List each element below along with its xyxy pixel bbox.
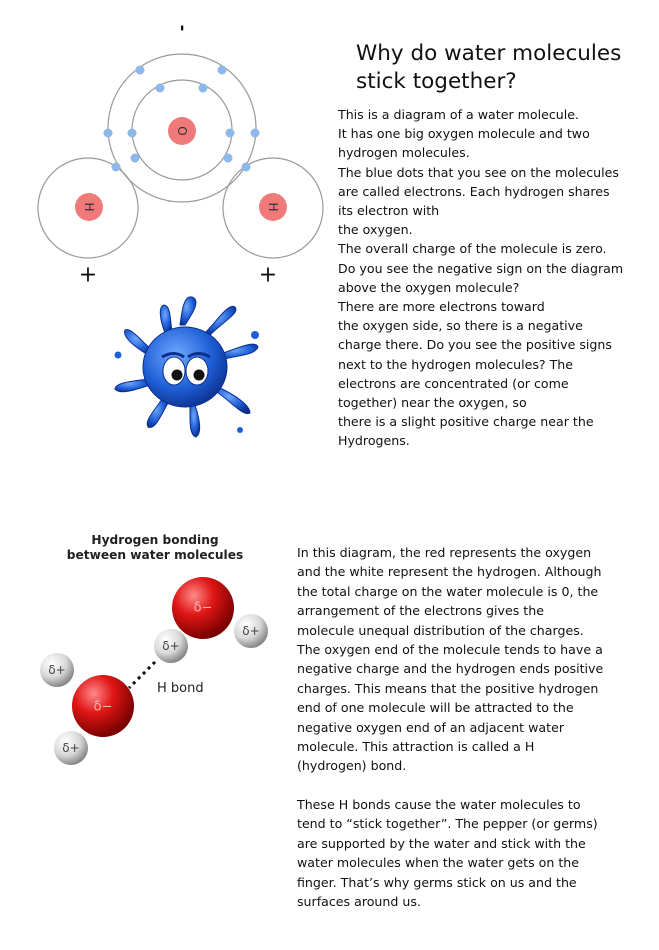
text-line: tend to “stick together”. The pepper (or germs) <box>297 816 598 832</box>
page-title: Why do water molecules stick together? <box>356 41 622 94</box>
text-line: finger. That’s why germs stick on us and the <box>297 874 577 890</box>
delta-minus-label: δ− <box>193 600 213 616</box>
electron <box>251 129 260 138</box>
text-line: negative oxygen end of an adjacent water <box>297 719 565 735</box>
text-line: are called electrons. Each hydrogen shares <box>338 183 610 199</box>
text-line: These H bonds cause the water molecules to <box>297 797 581 812</box>
heading-line: Hydrogen bonding <box>91 533 219 547</box>
text-line: and the white represent the hydrogen. Although <box>297 564 602 580</box>
electron <box>224 154 233 163</box>
hydrogen-bond-line <box>129 662 155 688</box>
delta-plus-label: δ+ <box>162 639 180 653</box>
electron <box>104 129 113 138</box>
text-line: Do you see the negative sign on the diagram <box>338 260 624 276</box>
heading-line: between water molecules <box>66 548 244 562</box>
text-line: This is a diagram of a water molecule. <box>338 107 580 122</box>
molecule-explanation-paragraph <box>338 105 648 451</box>
text-line: water molecules when the water gets on the <box>297 855 579 871</box>
electron <box>242 163 251 172</box>
germ-cartoon-image <box>100 295 270 445</box>
text-line: electrons are concentrated (or come <box>338 375 569 391</box>
electron <box>128 129 137 138</box>
text-line: its electron with <box>338 203 440 219</box>
text-line: above the oxygen molecule? <box>338 279 520 295</box>
text-line: The blue dots that you see on the molecules <box>338 164 619 180</box>
text-line: (hydrogen) bond. <box>297 758 407 774</box>
text-line: molecule unequal distribution of the charges. <box>297 622 584 638</box>
text-line: next to the hydrogen molecules? The <box>338 356 574 372</box>
text-line: molecule. This attraction is called a H <box>297 739 535 755</box>
text-line: In this diagram, the red represents the oxygen <box>297 545 592 560</box>
hydrogen-bonding-diagram <box>25 570 295 785</box>
hydrogen-bonding-paragraph <box>297 543 627 776</box>
text-line: arrangement of the electrons gives the <box>297 603 544 619</box>
electron <box>226 129 235 138</box>
sticking-explanation-paragraph <box>297 795 627 911</box>
text-line: end of one molecule will be attracted to the <box>297 700 574 716</box>
electron <box>218 66 227 75</box>
text-line: the oxygen side, so there is a negative <box>338 318 583 334</box>
electron <box>136 66 145 75</box>
text-line: the oxygen. <box>338 222 413 238</box>
delta-plus-label: δ+ <box>48 663 66 677</box>
text-line: the total charge on the water molecule is 0, the <box>297 583 599 599</box>
electron <box>131 154 140 163</box>
text-line: charges. This means that the positive hydrogen <box>297 680 599 696</box>
electron <box>199 84 208 93</box>
plus-sign-right: + <box>258 262 278 288</box>
electron <box>156 84 165 93</box>
delta-minus-label: δ− <box>93 699 113 715</box>
text-line: Hydrogens. <box>338 433 410 449</box>
delta-plus-label: δ+ <box>62 741 80 755</box>
text-line: The overall charge of the molecule is zero. <box>338 241 607 257</box>
text-line: There are more electrons toward <box>338 299 545 315</box>
plus-sign-left: + <box>78 262 98 288</box>
text-line: hydrogen molecules. <box>338 145 470 161</box>
text-line: together) near the oxygen, so <box>338 395 527 411</box>
electron <box>112 163 121 172</box>
text-line: surfaces around us. <box>297 894 421 910</box>
negative-sign: - <box>173 24 193 32</box>
h-bond-label: H bond <box>157 681 204 696</box>
hydrogen-bonding-heading <box>60 533 250 563</box>
delta-plus-label: δ+ <box>242 624 260 638</box>
text-line: charge there. Do you see the positive signs <box>338 337 612 353</box>
text-line: are supported by the water and stick with the <box>297 835 586 851</box>
oxygen-label: O <box>175 126 189 136</box>
text-line: The oxygen end of the molecule tends to have a <box>297 642 603 658</box>
text-line: It has one big oxygen molecule and two <box>338 126 590 142</box>
hydrogen-left-label: H <box>82 202 96 212</box>
text-line: there is a slight positive charge near the <box>338 414 594 430</box>
water-molecule-diagram <box>0 0 330 300</box>
text-line: negative charge and the hydrogen ends positive <box>297 661 604 677</box>
hydrogen-right-label: H <box>266 202 280 212</box>
